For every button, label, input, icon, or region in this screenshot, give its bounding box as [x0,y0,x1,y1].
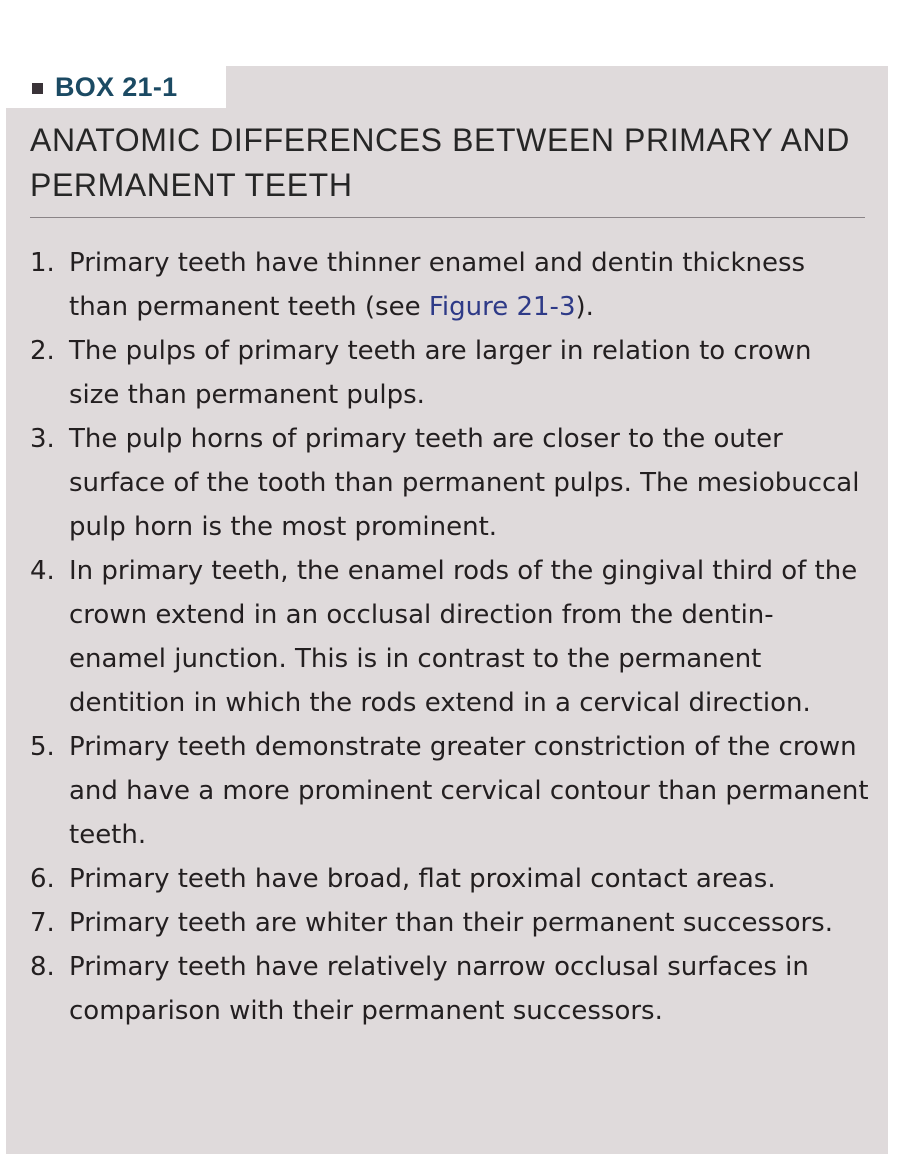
item-number: 8. [30,952,55,982]
list-item-1 [30,241,870,329]
figure-link[interactable]: Figure 21-3 [428,292,576,322]
item-text: In primary teeth, the enamel rods of the gingival third of the crown extend in an occlusal direction from the dentin-enamel junction. This is in contrast to the permanent dentition in which the rods extend in a cervical direction. [69,556,858,718]
box-label [6,66,226,108]
item-text-end: ). [575,292,594,322]
item-text: The pulp horns of primary teeth are closer to the outer surface of the tooth than permanent pulps. The mesiobuccal pulp horn is the most prominent. [69,424,860,542]
item-number: 1. [30,248,55,278]
item-text: Primary teeth have thinner enamel and dentin thickness than permanent teeth (see [69,248,806,322]
list-item-3 [30,417,870,549]
box-title: ANATOMIC DIFFERENCES BETWEEN PRIMARY AND PERMANENT TEETH [30,122,850,203]
item-number: 3. [30,424,55,454]
item-number: 2. [30,336,55,366]
list-item-4 [30,549,870,725]
item-number: 6. [30,864,55,894]
item-number: 7. [30,908,55,938]
item-text: Primary teeth are whiter than their permanent successors. [69,908,833,938]
title-divider [30,217,865,218]
box-label-text: BOX 21-1 [55,71,178,102]
item-number: 5. [30,732,55,762]
list-item-7 [30,901,870,945]
item-number: 4. [30,556,55,586]
square-bullet-icon [32,83,43,94]
item-text: Primary teeth have relatively narrow occlusal surfaces in comparison with their permanent successors. [69,952,809,1026]
list-item-8 [30,945,870,1033]
list-item-6 [30,857,870,901]
list-item-5 [30,725,870,857]
item-text: The pulps of primary teeth are larger in relation to crown size than permanent pulps. [69,336,812,410]
item-text: Primary teeth demonstrate greater constriction of the crown and have a more prominent cervical contour than permanent teeth. [69,732,869,850]
item-text: Primary teeth have broad, flat proximal contact areas. [69,864,776,894]
list-item-2 [30,329,870,417]
differences-list [30,241,870,1033]
